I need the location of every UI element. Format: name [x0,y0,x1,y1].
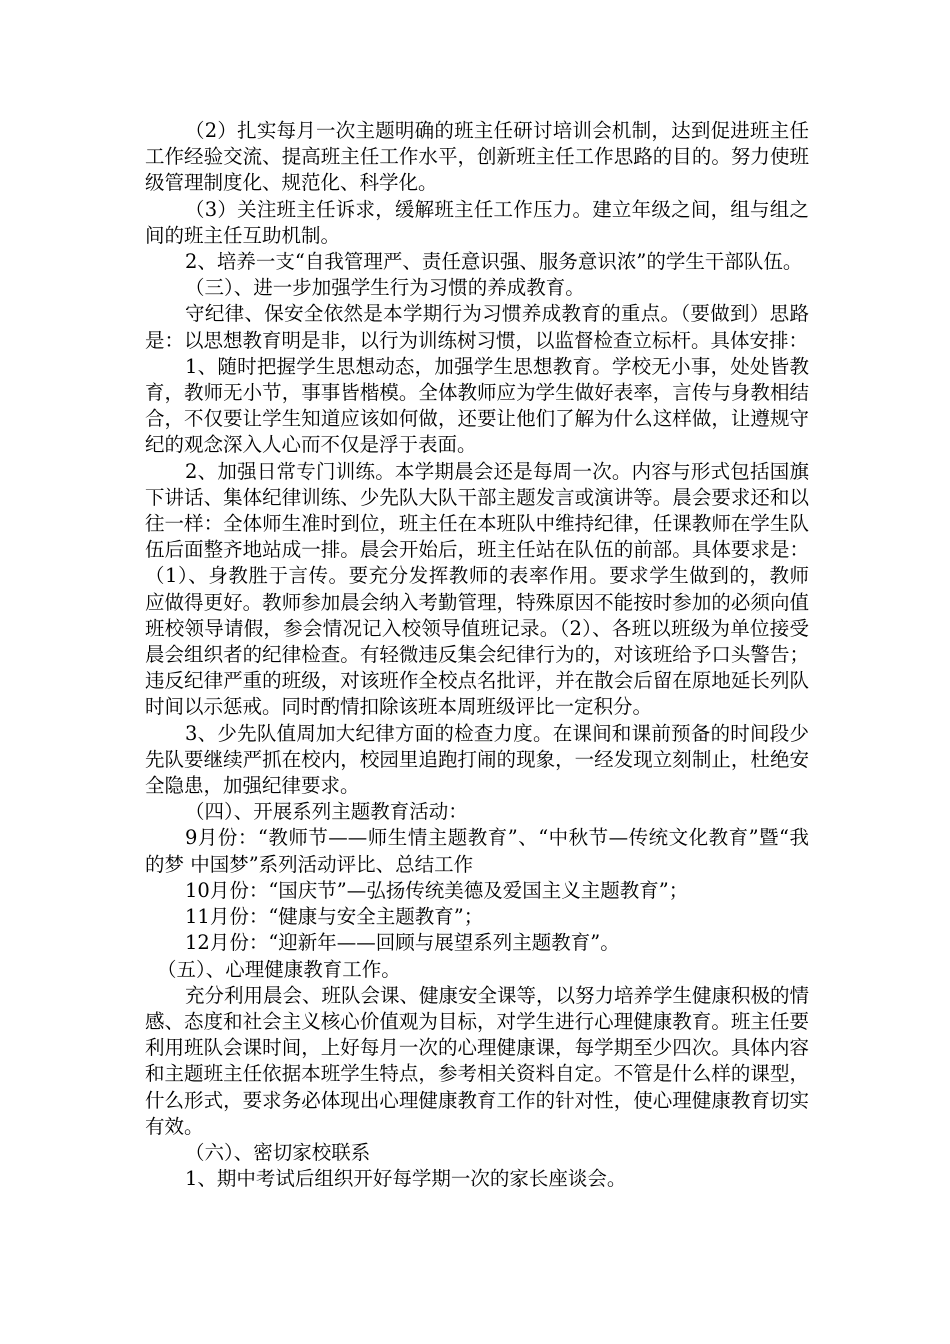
section-heading-behavior-habits: （三）、进一步加强学生行为习惯的养成教育。 [185,276,585,300]
section-heading-mental-health: （五）、心理健康教育工作。 [157,957,401,981]
section-heading-theme-activities: （四）、开展系列主题教育活动： [185,800,468,824]
document-body [145,118,809,1192]
paragraph-student-cadre-team: 2、培养一支“自我管理严、责任意识强、服务意识浓”的学生干部队伍。 [185,250,803,274]
paragraph-daily-training: 2、加强日常专门训练。本学期晨会还是每周一次。内容与形式包括国旗下讲话、集体纪律训练、少先队大队干部主题发言或演讲等。晨会要求还和以往一样：全体师生准时到位，班主任在本班队中维持纪律，任课教师在学生队伍后面整齐地站成一排。晨会开始后，班主任站在队伍的前部。具体要求是：（1）、身教胜于言传。要充分发挥教师的表率作用。要求学生做到的，教师应做得更好。教师参加晨会纳入考勤管理，特殊原因不能按时参加的必须向值班校领导请假，参会情况记入校领导值班记录。（2）、各班以班级为单位接受晨会组织者的纪律检查。有轻微违反集会纪律行为的，对该班给予口头警告；违反纪律严重的班级，对该班作全校点名批评，并在散会后留在原地延长列队时间以示惩戒。同时酌情扣除该班本周班级评比一定积分。 [145,459,809,719]
list-item-october: 10月份：“国庆节”—弘扬传统美德及爱国主义主题教育”； [185,878,689,902]
paragraph-thought-education: 1、随时把握学生思想动态，加强学生思想教育。学校无小事，处处皆教育，教师无小节，事事皆楷模。全体教师应为学生做好表率，言传与身教相结合，不仅要让学生知道应该如何做，还要让他们了解为什么这样做，让遵规守纪的观念深入人心而不仅是浮于表面。 [145,354,809,457]
paragraph-class-teacher-training: （2）扎实每月一次主题明确的班主任研讨培训会机制，达到促进班主任工作经验交流、提高班主任工作水平，创新班主任工作思路的目的。努力使班级管理制度化、规范化、科学化。 [145,119,809,195]
section-heading-home-school: （六）、密切家校联系 [185,1140,371,1164]
list-item-december: 12月份：“迎新年——回顾与展望系列主题教育”。 [185,931,620,955]
paragraph-mental-health-education: 充分利用晨会、班队会课、健康安全课等，以努力培养学生健康积极的情感、态度和社会主义核心价值观为目标，对学生进行心理健康教育。班主任要利用班队会课时间，上好每月一次的心理健康课，每学期至少四次。具体内容和主题班主任依据本班学生特点，参考相关资料自定。不管是什么样的课型，什么形式，要求务必体现出心理健康教育工作的针对性，使心理健康教育切实有效。 [145,983,810,1138]
paragraph-class-teacher-mutual-aid: （3）关注班主任诉求，缓解班主任工作压力。建立年级之间，组与组之间的班主任互助机制。 [145,197,809,247]
paragraph-parent-meeting: 1、期中考试后组织开好每学期一次的家长座谈会。 [185,1167,627,1191]
paragraph-discipline-safety-focus: 守纪律、保安全依然是本学期行为习惯养成教育的重点。（要做到）思路是：以思想教育明是非，以行为训练树习惯，以监督检查立标杆。具体安排： [145,302,809,352]
list-item-september: 9月份：“教师节——师生情主题教育”、“中秋节—传统文化教育”暨“我的梦 中国梦”系列活动评比、总结工作 [145,826,809,876]
list-item-november: 11月份：“健康与安全主题教育”； [185,905,484,929]
paragraph-young-pioneers-inspection: 3、少先队值周加大纪律方面的检查力度。在课间和课前预备的时间段少先队要继续严抓在校内，校园里追跑打闹的现象，一经发现立刻制止，杜绝安全隐患，加强纪律要求。 [145,721,809,798]
